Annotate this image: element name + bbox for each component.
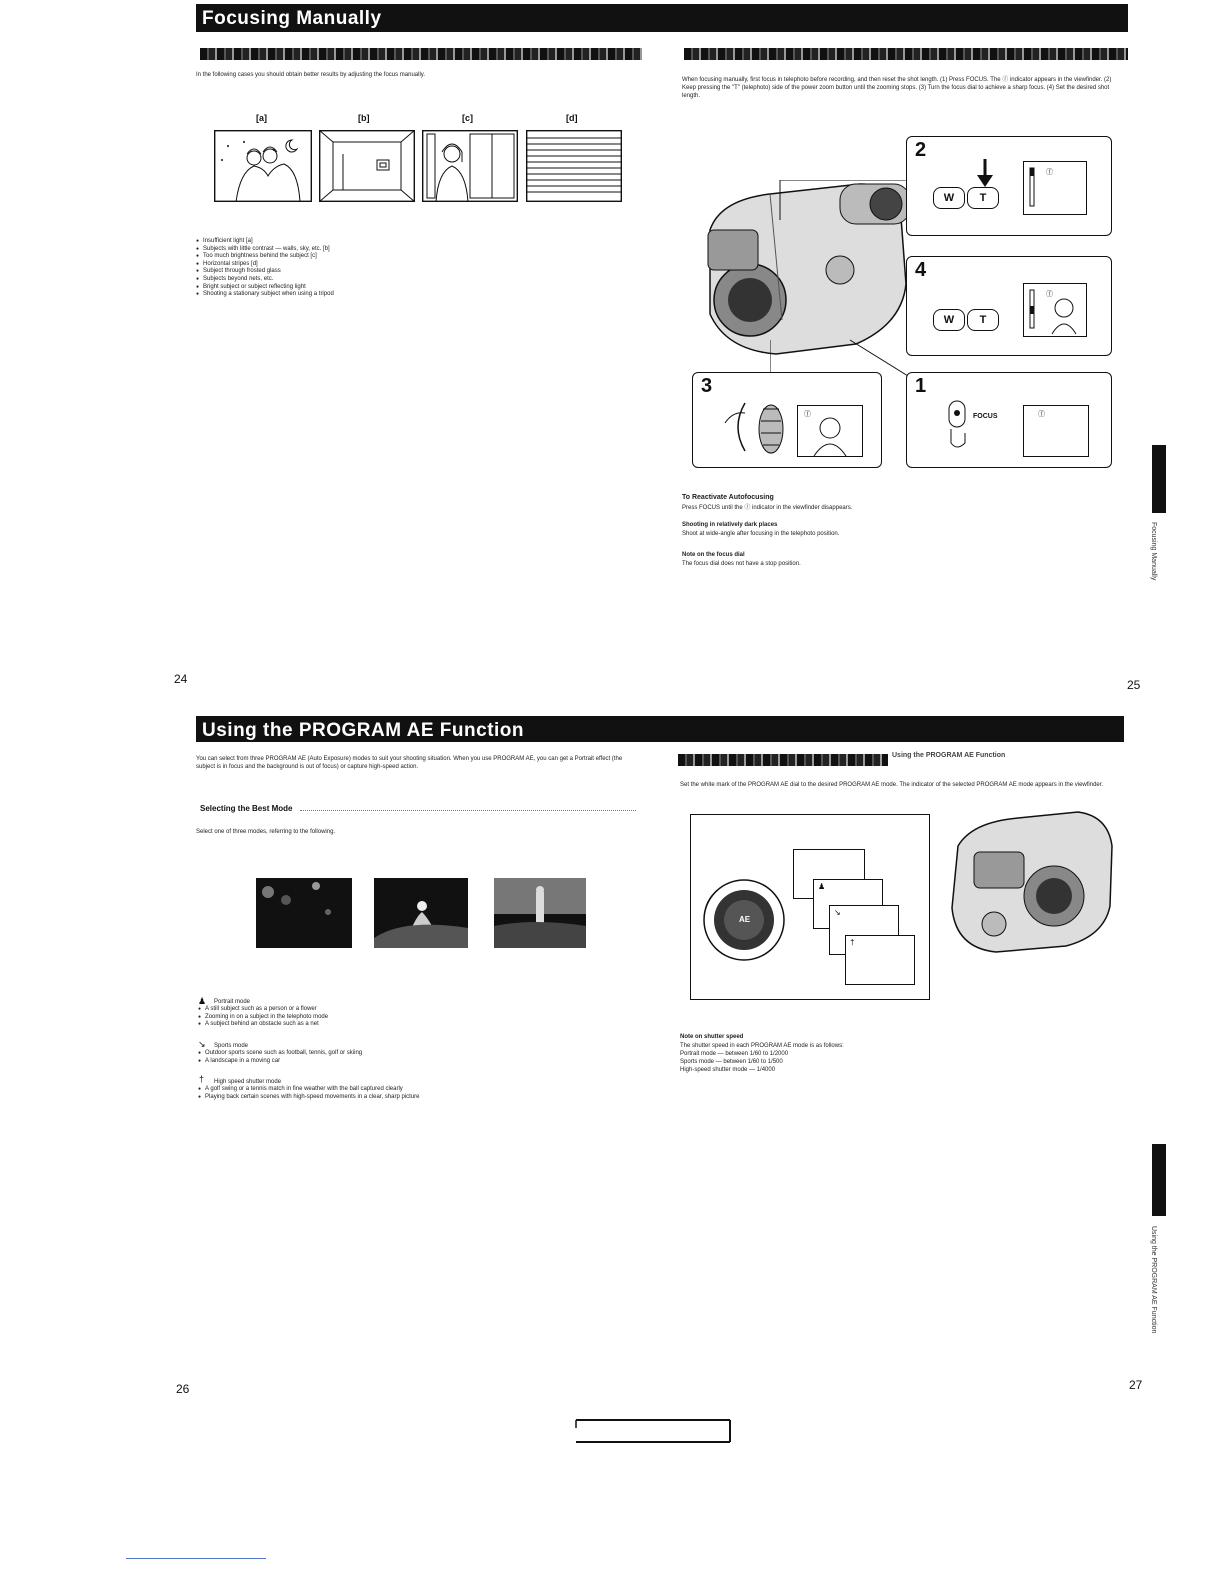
svg-text:ⓕ: ⓕ [1038, 410, 1045, 418]
list-item: ● Bright subject or subject reflecting light [196, 284, 616, 292]
reactivate-heading: To Reactivate Autofocusing [682, 494, 774, 501]
manual-focus-instructions: When focusing manually, first focus in telephoto before recording, and then reset the shot length. (1) Press FOCUS. The ⓕ indicator appears in the viewfinder. (2) Keep pressing the "T" (telephoto) side of the power zoom button until the zooming stops. (3) Turn the focus dial to achieve a sharp focus. (4) Set the desired shot length. [682, 77, 1112, 99]
shutter-speed-heading: Note on shutter speed [680, 1034, 744, 1040]
list-item: ● Outdoor sports scene such as football, tennis, golf or skiing [198, 1050, 628, 1058]
list-item: ● Horizontal stripes [d] [196, 261, 616, 269]
photo-portrait-example [256, 878, 352, 948]
zoom-button-tele: T [967, 187, 999, 209]
photo-high-speed-example [494, 878, 586, 948]
viewfinder-tele [1023, 161, 1087, 215]
step-3-number: 3 [701, 375, 713, 397]
scan-artifact-line [126, 1558, 266, 1559]
sports-mode-title: Sports mode [214, 1043, 249, 1049]
page-number-25: 25 [1127, 678, 1141, 692]
sports-mode-icon: ↘ [198, 1039, 206, 1049]
viewfinder-focus-indicator [1023, 405, 1089, 457]
step-3-frame [692, 372, 882, 468]
page-title-focusing-manually: Focusing Manually [196, 4, 1128, 32]
zoom-button-wide: W [933, 187, 965, 209]
list-item: ● Too much brightness behind the subject [c] [196, 253, 616, 261]
list-item: ● Subject through frosted glass [196, 268, 616, 276]
portrait-mode-title: Portrait mode [214, 999, 251, 1005]
focus-dial-icon [715, 393, 795, 464]
press-arrow-icon [977, 159, 993, 192]
dark-places-heading: Shooting in relatively dark places [682, 522, 778, 528]
thumb-tab-25 [1152, 445, 1166, 513]
list-item: ● Insufficient light [a] [196, 238, 616, 246]
list-item: ● Shooting a stationary subject when using a tripod [196, 291, 616, 299]
list-item: ● Subjects with little contrast — walls, sky, etc. [b] [196, 246, 616, 254]
list-item: ● A landscape in a moving car [198, 1058, 628, 1066]
viewfinder-shot-length [1023, 283, 1087, 337]
svg-text:ⓕ: ⓕ [1046, 168, 1053, 176]
reactivate-text: Press FOCUS until the ⓕ indicator in the viewfinder disappears. [682, 505, 853, 511]
portrait-indicator-icon: ♟ [818, 882, 826, 891]
zoom-button-wide-2: W [933, 309, 965, 331]
scan-artifact-bracket [574, 1418, 732, 1444]
dark-places-text: Shoot at wide-angle after focusing in the telephoto position. [682, 531, 840, 537]
sports-mode-list [198, 1050, 628, 1065]
section-bar-left [200, 48, 642, 60]
program-ae-intro: You can select from three PROGRAM AE (Auto Exposure) modes to suit your shooting situation. When you use PROGRAM AE, you can get a Portrait effect (the subject is in focus and the background is out of focus) or capture high-speed action. [196, 756, 623, 770]
image-label-b: [b] [358, 113, 370, 123]
section-bar-right [684, 48, 1128, 60]
step-2-number: 2 [915, 139, 927, 161]
portrait-mode-icon: ♟ [198, 996, 207, 1006]
page-number-24: 24 [174, 672, 188, 686]
shutter-speed-intro: The shutter speed in each PROGRAM AE mode is as follows: [680, 1043, 844, 1049]
portrait-mode-list [198, 1006, 628, 1029]
sports-indicator-icon: ↘ [834, 908, 841, 917]
side-label-focusing: Focusing Manually [1150, 522, 1157, 581]
list-item: ● A still subject such as a person or a flower [198, 1006, 628, 1014]
illustration-little-contrast [319, 130, 415, 202]
illustration-insufficient-light [214, 130, 312, 202]
step-1-frame [906, 372, 1112, 468]
focus-intro-text: In the following cases you should obtain better results by adjusting the focus manually. [196, 72, 426, 78]
illustration-bright-background [422, 130, 518, 202]
list-item: ● Playing back certain scenes with high-speed movements in a clear, sharp picture [198, 1094, 628, 1102]
image-label-d: [d] [566, 113, 578, 123]
program-ae-dial-label: AE [739, 915, 751, 924]
illustration-horizontal-stripes [526, 130, 622, 202]
finger-press-icon [947, 399, 971, 456]
zoom-button-tele-2: T [967, 309, 999, 331]
high-speed-mode-icon: † [199, 1074, 205, 1084]
page-title-program-ae: Using the PROGRAM AE Function [196, 716, 1124, 742]
step-1-number: 1 [915, 375, 927, 397]
svg-text:ⓕ: ⓕ [1046, 290, 1053, 298]
shutter-speed-high-speed: High-speed shutter mode — 1/4000 [680, 1067, 776, 1073]
shutter-speed-portrait: Portrait mode — between 1/60 to 1/2000 [680, 1051, 789, 1057]
high-speed-mode-list [198, 1086, 628, 1101]
high-speed-indicator-icon: † [850, 938, 855, 947]
using-program-ae-heading: Using the PROGRAM AE Function [892, 752, 1006, 759]
list-item: ● A golf swing or a tennis match in fine weather with the ball captured clearly [198, 1086, 628, 1094]
shutter-speed-sports: Sports mode — between 1/60 to 1/500 [680, 1059, 783, 1065]
side-label-program-ae: Using the PROGRAM AE Function [1150, 1226, 1157, 1334]
list-item: ● Subjects beyond nets, etc. [196, 276, 616, 284]
select-heading-rule [300, 810, 636, 811]
focus-cases-list [196, 238, 616, 299]
viewfinder-focused [797, 405, 863, 457]
focus-dial-heading: Note on the focus dial [682, 552, 745, 558]
page-number-27: 27 [1129, 1378, 1143, 1392]
step-4-number: 4 [915, 259, 927, 281]
step-2-frame [906, 136, 1112, 236]
focus-button-label: FOCUS [973, 413, 998, 420]
select-mode-heading: Selecting the Best Mode [200, 804, 293, 813]
image-label-c: [c] [462, 113, 473, 123]
using-program-ae-bar [678, 754, 888, 766]
svg-text:ⓕ: ⓕ [804, 410, 811, 418]
image-label-a: [a] [256, 113, 267, 123]
photo-sports-example [374, 878, 468, 948]
step-4-frame [906, 256, 1112, 356]
camcorder-side-illustration [944, 806, 1114, 956]
viewfinder-high-speed [845, 935, 915, 985]
thumb-tab-27 [1152, 1144, 1166, 1216]
focus-dial-text: The focus dial does not have a stop position. [682, 561, 801, 567]
page-number-26: 26 [176, 1382, 190, 1396]
using-program-ae-text: Set the white mark of the PROGRAM AE dial to the desired PROGRAM AE mode. The indicator of the selected PROGRAM AE mode appears in the viewfinder. [680, 782, 1104, 788]
list-item: ● A subject behind an obstacle such as a net [198, 1021, 628, 1029]
list-item: ● Zooming in on a subject in the telephoto mode [198, 1014, 628, 1022]
program-ae-diagram-frame [690, 814, 930, 1000]
select-mode-text: Select one of three modes, referring to the following. [196, 829, 336, 835]
high-speed-mode-title: High speed shutter mode [214, 1079, 282, 1085]
leader-lines [770, 180, 910, 380]
